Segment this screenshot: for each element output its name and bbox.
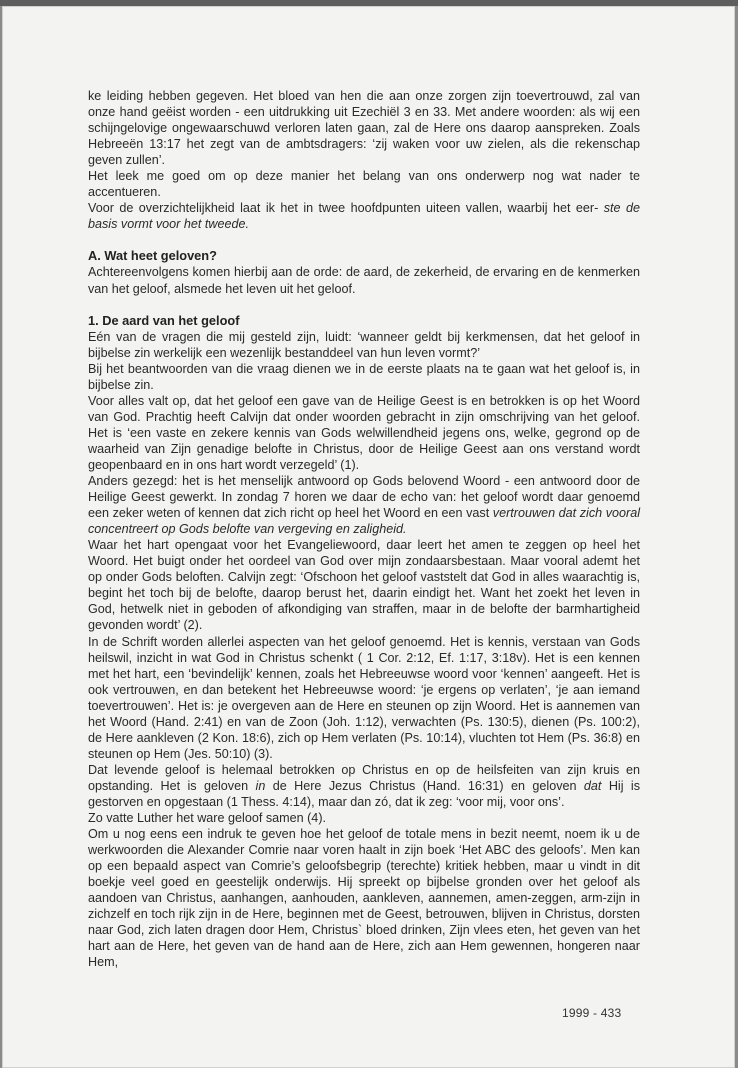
intro-paragraph-2: Het leek me goed om op deze manier het belang van ons onderwerp nog wat nader te accentueren. <box>88 169 640 200</box>
spacer <box>88 232 640 248</box>
section-1-paragraph-6: In de Schrift worden allerlei aspecten van het geloof genoemd. Het is kennis, verstaan van Gods heilswil, inzicht in wat God in Christus schenkt ( 1 Cor. 2:12, Ef. 1:17, 3:18v). Het is een kennen met het hart, een ‘bevindelijk’ kennen, zoals het Hebreeuwse woord voor ‘kennen’ aangeeft. Het is ook vertrouwen, en dan betekent het Hebreeuwse woord: ‘je ergens op verlaten’, ‘je aan iemand toevertrouwen’. Het is: je overgeven aan de Here en steunen op zijn Woord. Het is aannemen van het Woord (Hand. 2:41) en van de Zoon (Joh. 1:12), verwachten (Ps. 130:5), dienen (Ps. 100:2), de Here aankleven (2 Kon. 18:6), zich op Hem verlaten (Ps. 10:14), vluchten tot Hem (Ps. 36:8) en steunen op Hem (Jes. 50:10) (3). <box>88 634 640 761</box>
intro-paragraph-3-text: Voor de overzichtelijkheid laat ik het in twee hoofdpunten uiteen vallen, waarbij het eer- <box>88 201 599 216</box>
section-1-paragraph-7 <box>88 762 640 810</box>
section-1-paragraph-9: Om u nog eens een indruk te geven hoe het geloof de totale mens in bezit neemt, noem ik u de werkwoorden die Alexander Comrie naar voren haalt in zijn boek ‘Het ABC des geloofs’. Men kan op een bepaald aspect van Comrie’s geloofsbegrip (terechte) kritiek hebben, maar u vindt in dit boekje veel goed en geestelijk onderwijs. Hij spreekt op bijbelse gronden over het geloof als aandoen van Christus, aanhangen, aanhouden, aankleven, aannemen, amen-zeggen, arm-zijn in zichzelf en toch rijk zijn in de Here, beginnen met de Geest, betrouwen, blijven in Christus, dorsten naar God, zich laten dragen door Hem, Christus` bloed drinken, Zijn vlees eten, het geven van het hart aan de Here, het geven van de hand aan de Here, zich aan Hem gewennen, hongeren naar Hem, <box>88 827 640 970</box>
section-a-heading: A. Wat heet geloven? <box>88 248 217 264</box>
page-number: 1999 - 433 <box>562 1006 622 1020</box>
intro-paragraph-3 <box>88 200 640 232</box>
article-body <box>88 88 640 970</box>
section-a-paragraph-1: Achtereenvolgens komen hierbij aan de orde: de aard, de zekerheid, de ervaring en de kenmerken van het geloof, alsmede het leven uit het geloof. <box>88 265 640 296</box>
intro-paragraph-3-italic: ste de basis vormt voor het tweede. <box>88 201 640 232</box>
spacer <box>88 297 640 313</box>
section-1-paragraph-4-italic: vertrouwen dat zich vooral concentreert op Gods belofte van vergeving en zaligheid. <box>88 506 641 537</box>
section-1-paragraph-4 <box>88 473 640 537</box>
p7-text-a: Dat levende geloof is helemaal betrokken op Christus en op de heilsfeiten van zijn kruis en opstanding. Het is geloven <box>88 762 640 793</box>
p7-italic-dat: dat <box>583 778 602 793</box>
section-1-paragraph-2: Bij het beantwoorden van die vraag dienen we in de eerste plaats na te gaan wat het geloof is, in bijbelse zin. <box>88 361 640 392</box>
section-1-paragraph-5: Waar het hart opengaat voor het Evangeliewoord, daar leert het amen te zeggen op heel het Woord. Het buigt onder het oordeel van God over mijn zondaarsbestaan. Maar vooral ademt het op onder Gods beloften. Calvijn zegt: ‘Ofschoon het geloof vaststelt dat God in alles waarachtig is, begint het toch bij de belofte, daarop berust het, daarin eindigt het. Want het zoekt het leven in God, hetwelk niet in geboden of afkondiging van straffen, maar in de belofte der barmhartigheid gevonden wordt’ (2). <box>88 538 640 633</box>
section-1-paragraph-4-text: Anders gezegd: het is het menselijk antwoord op Gods belovend Woord - een antwoord door de Heilige Geest gewerkt. In zondag 7 horen we daar de echo van: het geloof wordt daar genoemd een zeker weten of kennen dat zich richt op heel het Woord en een vast <box>88 474 640 521</box>
p7-italic-in: in <box>255 778 266 793</box>
section-1-paragraph-3: Voor alles valt op, dat het geloof een gave van de Heilige Geest is en betrokken is op het Woord van God. Prachtig heeft Calvijn dat onder woorden gebracht in zijn omschrijving van het geloof. Het is ‘een vaste en zekere kennis van Gods welwillendheid jegens ons, welke, gegrond op de waarheid van Zijn genadige belofte in Christus, door de Heilige Geest aan ons verstand wordt geopenbaard en in ons hart wordt verzegeld’ (1). <box>88 393 640 472</box>
section-1-heading: 1. De aard van het geloof <box>88 312 240 328</box>
p7-text-b: de Here Jezus Christus (Hand. 16:31) en geloven <box>265 778 584 793</box>
section-1-paragraph-1: Eén van de vragen die mij gesteld zijn, luidt: ‘wanneer geldt bij kerkmensen, dat het geloof in bijbelse zin werkelijk een wezenlijk bestanddeel van hun leven vormt?’ <box>88 329 640 360</box>
p7-text-c: Hij is gestorven en opgestaan (1 Thess. 4:14), maar dan zó, dat ik zeg: ‘voor mij, voor ons’. <box>88 778 640 809</box>
intro-paragraph-1: ke leiding hebben gegeven. Het bloed van hen die aan onze zorgen zijn toevertrouwd, zal van onze hand geëist worden - een uitdrukking uit Ezechiël 3 en 33. Met andere woorden: als wij een schijngelovige ongewaarschuwd verloren laten gaan, zal de Here ons daarop aanspreken. Zoals Hebreeën 13:17 het zegt van de ambtsdragers: ‘zij waken voor uw zielen, als die rekenschap geven zullen’. <box>88 89 640 168</box>
section-1-paragraph-8: Zo vatte Luther het ware geloof samen (4). <box>88 811 327 826</box>
